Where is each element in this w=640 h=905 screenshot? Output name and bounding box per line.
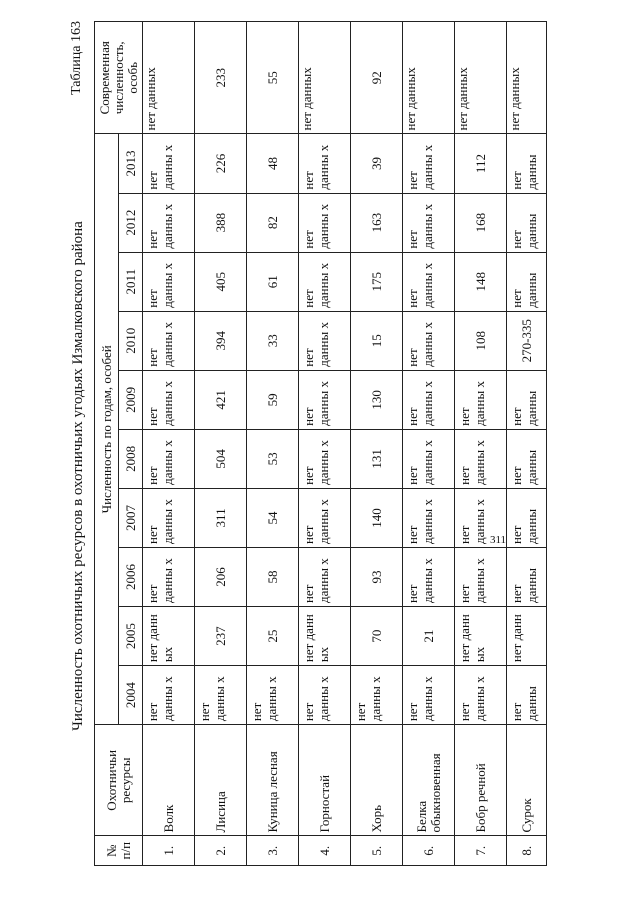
resource-name: Лисица (195, 725, 247, 836)
year-value-cell: нет данны х (403, 429, 455, 488)
year-value-cell: нет данны х (299, 429, 351, 488)
year-value-cell: нет данны х (403, 547, 455, 606)
year-value-cell: 504 (195, 429, 247, 488)
year-value-cell: нет данны х (143, 252, 195, 311)
year-value-cell: 388 (195, 193, 247, 252)
year-value-cell: 168 (455, 193, 507, 252)
resource-name: Куница лесная (247, 725, 299, 836)
table-row (351, 22, 403, 866)
current-value-cell: нет данных (299, 22, 351, 135)
header-year: 2009 (119, 370, 143, 429)
year-value-cell: нет данны х (403, 488, 455, 547)
year-value-cell: 226 (195, 134, 247, 193)
year-value-cell: нет данн (507, 607, 547, 666)
header-num: № п/п (95, 836, 143, 866)
header-year: 2007 (119, 488, 143, 547)
year-value-cell: нет данны (507, 370, 547, 429)
year-value-cell: нет данны х (403, 252, 455, 311)
year-value-cell: 82 (247, 193, 299, 252)
year-value-cell: 175 (351, 252, 403, 311)
year-value-cell: нет данны х (195, 666, 247, 725)
resource-name: Волк (143, 725, 195, 836)
year-value-cell: нет данны (507, 666, 547, 725)
year-value-cell: 70 (351, 607, 403, 666)
table-row (403, 22, 455, 866)
year-value-cell: 59 (247, 370, 299, 429)
page-number: 311 (489, 533, 507, 546)
year-value-cell: 48 (247, 134, 299, 193)
year-value-cell: 394 (195, 311, 247, 370)
year-value-cell: 21 (403, 607, 455, 666)
rotated-content (68, 21, 608, 866)
current-value-cell: 233 (195, 22, 247, 135)
row-number: 7. (455, 836, 507, 866)
year-value-cell: нет данны х (299, 488, 351, 547)
year-value-cell: нет данны х (299, 547, 351, 606)
header-year: 2011 (119, 252, 143, 311)
year-value-cell: нет данны х (247, 666, 299, 725)
year-value-cell: 237 (195, 607, 247, 666)
year-value-cell: нет данны х (403, 311, 455, 370)
year-value-cell: нет данны (507, 252, 547, 311)
header-year: 2004 (119, 666, 143, 725)
year-value-cell: нет данны х (299, 134, 351, 193)
resource-name: Бобр речной (455, 725, 507, 836)
year-value-cell: нет данны х (143, 488, 195, 547)
table-row (247, 22, 299, 866)
year-value-cell: нет данны (507, 547, 547, 606)
year-value-cell: нет данны (507, 134, 547, 193)
current-value-cell: нет данных (403, 22, 455, 135)
header-year: 2008 (119, 429, 143, 488)
table-title: Численность охотничьих ресурсов в охотничьих угодьях Измалковского района (70, 221, 86, 731)
table-row (455, 22, 507, 866)
header-by-years: Численность по годам, особей (95, 134, 119, 725)
table-row (143, 22, 195, 866)
current-value-cell: 55 (247, 22, 299, 135)
year-value-cell: 112 (455, 134, 507, 193)
table-row (299, 22, 351, 866)
header-year: 2012 (119, 193, 143, 252)
current-value-cell: 92 (351, 22, 403, 135)
resource-name: Сурок (507, 725, 547, 836)
row-number: 2. (195, 836, 247, 866)
year-value-cell: 131 (351, 429, 403, 488)
year-value-cell: 163 (351, 193, 403, 252)
table-row (507, 22, 547, 866)
year-value-cell: 140 (351, 488, 403, 547)
row-number: 8. (507, 836, 547, 866)
current-value-cell: нет данных (507, 22, 547, 135)
header-year: 2010 (119, 311, 143, 370)
year-value-cell: нет данн ых (143, 607, 195, 666)
year-value-cell: нет данны х (143, 134, 195, 193)
header-year: 2006 (119, 547, 143, 606)
year-value-cell: нет данны х (143, 547, 195, 606)
current-value-cell: нет данных (143, 22, 195, 135)
year-value-cell: 206 (195, 547, 247, 606)
year-value-cell: нет данны х (143, 311, 195, 370)
year-value-cell: 130 (351, 370, 403, 429)
year-value-cell: нет данны х (299, 666, 351, 725)
year-value-cell: 311 (195, 488, 247, 547)
header-row-1 (95, 22, 119, 866)
header-current: Современная численность, особь (95, 22, 143, 135)
year-value-cell: нет данны х (455, 370, 507, 429)
year-value-cell: 53 (247, 429, 299, 488)
year-value-cell: нет данны х (143, 429, 195, 488)
row-number: 1. (143, 836, 195, 866)
year-value-cell: 148 (455, 252, 507, 311)
year-value-cell: нет данн ых (299, 607, 351, 666)
header-resource: Охотничьи ресурсы (95, 725, 143, 836)
row-number: 3. (247, 836, 299, 866)
year-value-cell: нет данны х (455, 547, 507, 606)
year-value-cell: 15 (351, 311, 403, 370)
year-value-cell: 270-335 (507, 311, 547, 370)
year-value-cell: 405 (195, 252, 247, 311)
year-value-cell: 33 (247, 311, 299, 370)
current-value-cell: нет данных (455, 22, 507, 135)
year-value-cell: нет данны х (351, 666, 403, 725)
row-number: 4. (299, 836, 351, 866)
year-value-cell: нет данны х (143, 666, 195, 725)
header-year: 2005 (119, 607, 143, 666)
row-number: 6. (403, 836, 455, 866)
year-value-cell: нет данны х (299, 252, 351, 311)
year-value-cell: нет данны х (403, 193, 455, 252)
year-value-cell: 39 (351, 134, 403, 193)
table-label: Таблица 163 (69, 21, 84, 95)
year-value-cell: 61 (247, 252, 299, 311)
year-value-cell: 93 (351, 547, 403, 606)
population-table (94, 21, 547, 866)
resource-name: Хорь (351, 725, 403, 836)
year-value-cell: нет данны (507, 429, 547, 488)
year-value-cell: нет данны х (403, 134, 455, 193)
year-value-cell: нет данны х (403, 370, 455, 429)
year-value-cell: нет данны (507, 488, 547, 547)
header-year: 2013 (119, 134, 143, 193)
row-number: 5. (351, 836, 403, 866)
year-value-cell: 58 (247, 547, 299, 606)
year-value-cell: 25 (247, 607, 299, 666)
year-value-cell: нет данны х (143, 370, 195, 429)
resource-name: Белка обыкновенная (403, 725, 455, 836)
year-value-cell: нет данны х (299, 193, 351, 252)
year-value-cell: нет данны х (455, 429, 507, 488)
year-value-cell: 421 (195, 370, 247, 429)
year-value-cell: нет данны х (299, 311, 351, 370)
resource-name: Горностай (299, 725, 351, 836)
year-value-cell: 108 (455, 311, 507, 370)
year-value-cell: нет данн ых (455, 607, 507, 666)
year-value-cell: 54 (247, 488, 299, 547)
year-value-cell: нет данны х (403, 666, 455, 725)
table-row (195, 22, 247, 866)
year-value-cell: нет данны х (455, 666, 507, 725)
year-value-cell: нет данны х (299, 370, 351, 429)
year-value-cell: нет данны (507, 193, 547, 252)
year-value-cell: нет данны х (143, 193, 195, 252)
year-value-cell: нет данны х (455, 488, 507, 547)
